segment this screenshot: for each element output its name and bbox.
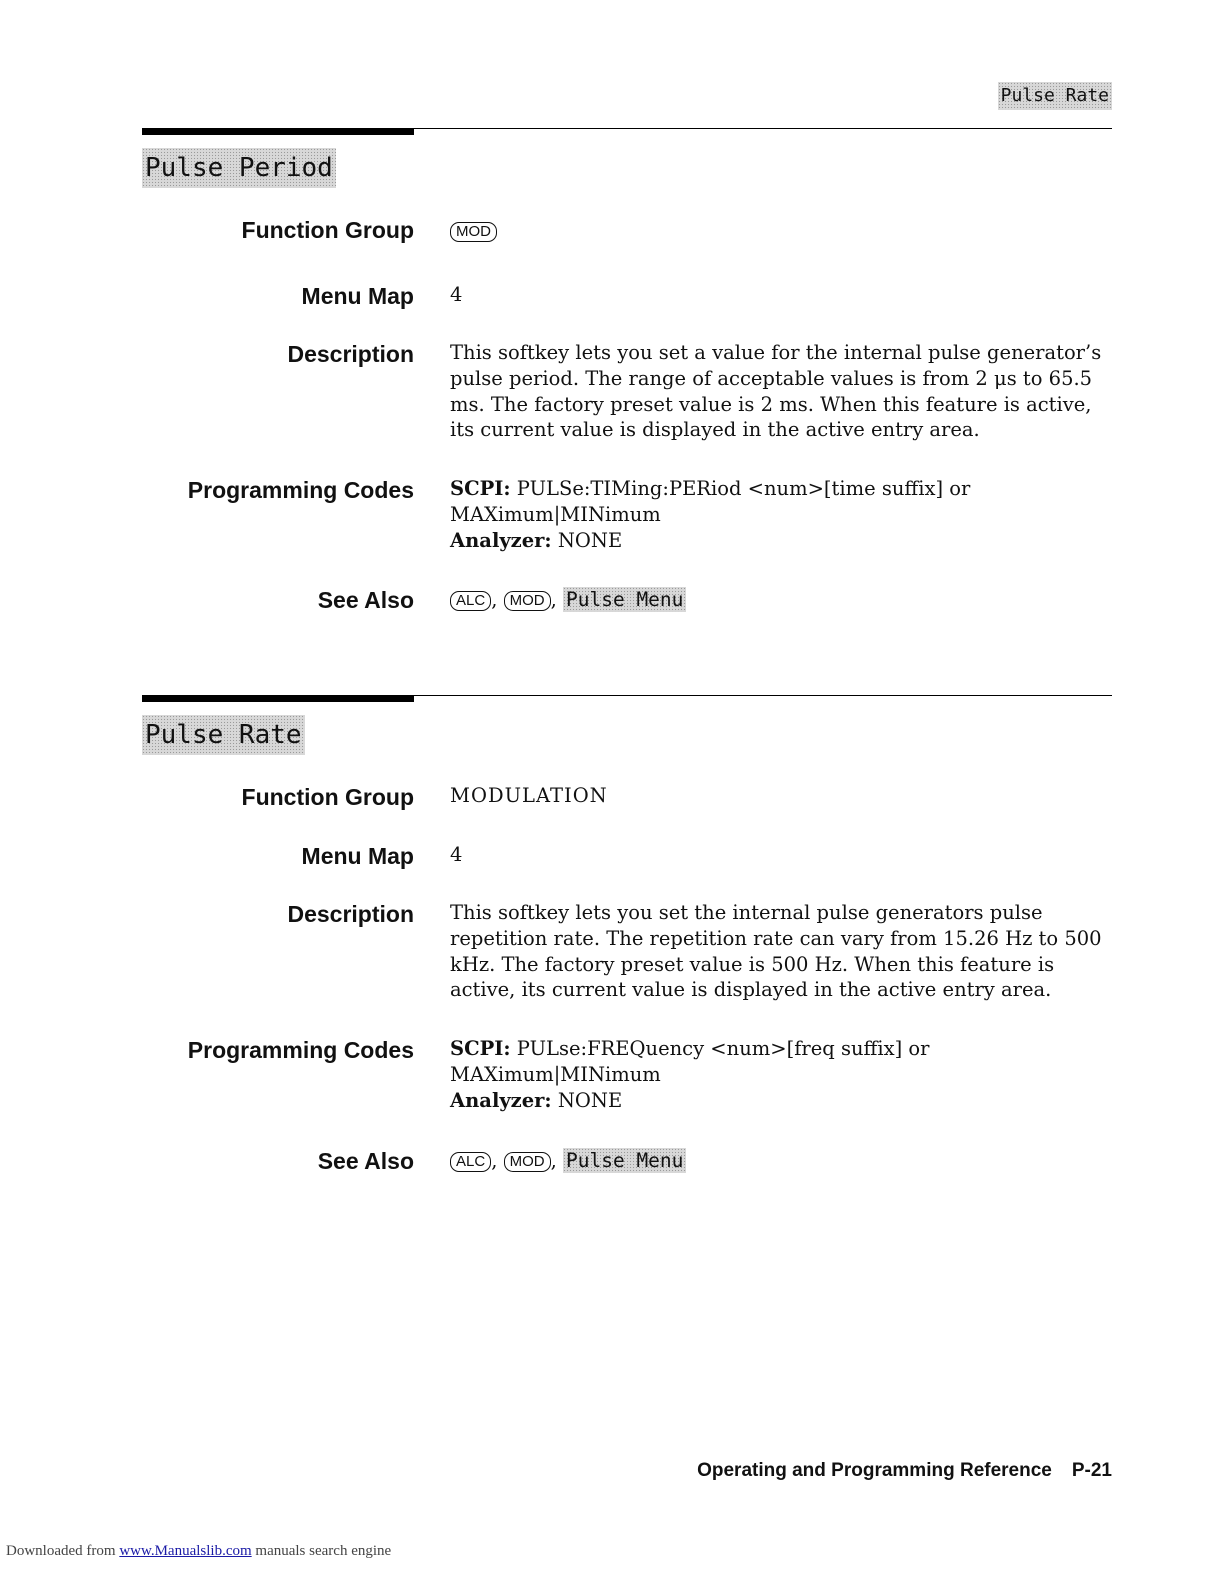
watermark-suffix: manuals search engine (255, 1543, 392, 1559)
see-also-label: See Also (317, 1148, 414, 1174)
see-also-value: ALC , MOD , Pulse Menu (450, 1148, 1114, 1174)
programming-codes-value (450, 476, 1114, 553)
pulse-menu-softkey: Pulse Menu (563, 587, 686, 612)
programming-codes-value (450, 1036, 1114, 1113)
menu-map-label: Menu Map (301, 283, 414, 309)
mod-key: MOD (504, 591, 551, 611)
description-label: Description (287, 341, 414, 367)
footer-title: Operating and Programming Reference (697, 1460, 1052, 1481)
menu-map-value: 4 (450, 283, 463, 306)
menu-map-value: 4 (450, 843, 463, 866)
scpi-label: SCPI: (450, 477, 511, 500)
section-title-pulse-period: Pulse Period (142, 148, 336, 188)
download-watermark (6, 1541, 391, 1561)
mod-key: MOD (504, 1152, 551, 1172)
watermark-prefix: Downloaded from (6, 1543, 116, 1559)
alc-key: ALC (450, 591, 491, 611)
see-also-value: ALC , MOD , Pulse Menu (450, 587, 1114, 613)
scpi-command: PULse:FREQuency <num>[freq suffix] or MAXimum|MINimum (450, 1037, 930, 1086)
analyzer-value: NONE (557, 528, 623, 552)
function-group-value (450, 218, 1114, 244)
alc-key: ALC (450, 1152, 491, 1172)
scpi-command: PULSe:TIMing:PERiod <num>[time suffix] or MAXimum|MINimum (450, 477, 971, 526)
programming-codes-label: Programming Codes (187, 1037, 414, 1063)
analyzer-label: Analyzer: (450, 528, 552, 552)
section-rule-thick (142, 128, 414, 135)
running-head: Pulse Rate (998, 82, 1112, 110)
scpi-label: SCPI: (450, 1037, 511, 1060)
section-rule-thin (414, 128, 1112, 129)
analyzer-value: NONE (557, 1088, 623, 1112)
page-number: P-21 (1071, 1460, 1112, 1481)
pulse-menu-softkey: Pulse Menu (563, 1148, 686, 1173)
function-group-value: MODULATION (450, 784, 608, 807)
section-rule-thin (414, 695, 1112, 696)
mod-key: MOD (450, 222, 497, 242)
function-group-label: Function Group (241, 784, 414, 810)
programming-codes-label: Programming Codes (187, 477, 414, 503)
manualslib-link[interactable]: www.Manualslib.com (119, 1543, 252, 1559)
section-title-pulse-rate: Pulse Rate (142, 715, 305, 755)
description-label: Description (287, 901, 414, 927)
menu-map-label: Menu Map (301, 843, 414, 869)
description-text: This softkey lets you set a value for the internal pulse generator’s pulse period. The range of acceptable values is from 2 μs to 65.5 ms. The factory preset value is 2 ms. When this feature is active, its current value is displayed in the active entry area. (450, 341, 1102, 442)
page-footer (697, 1458, 1112, 1484)
section-rule-thick (142, 695, 414, 702)
description-text: This softkey lets you set the internal pulse generators pulse repetition rate. The repetition rate can vary from 15.26 Hz to 500 kHz. The factory preset value is 500 Hz. When this feature is active, its current value is displayed in the active entry area. (450, 901, 1102, 1002)
see-also-label: See Also (317, 587, 414, 613)
function-group-label: Function Group (241, 217, 414, 243)
analyzer-label: Analyzer: (450, 1088, 552, 1112)
